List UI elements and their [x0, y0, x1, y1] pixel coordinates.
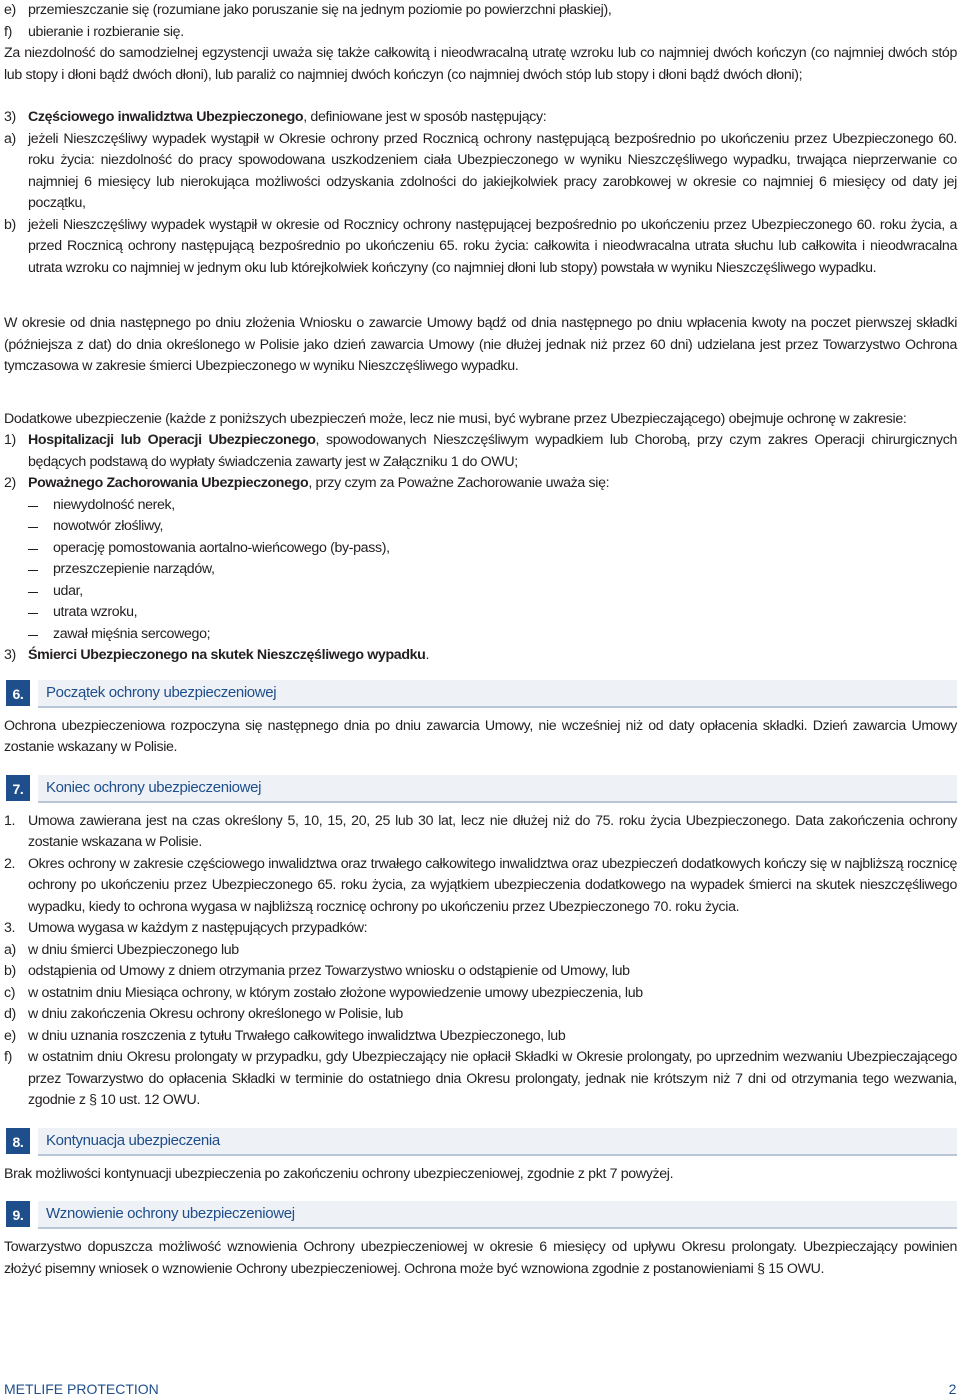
section-6-text: Ochrona ubezpieczeniowa rozpoczyna się następnego dnia po dniu zawarcia Umowy, nie wcześniej niż od daty opłacenia składki. Dzień zawarcia Umowy zostanie wskazany w Polisie.: [4, 717, 957, 755]
disease-item: zawał mięśnia sercowego;: [28, 624, 957, 646]
disease-item: utrata wzroku,: [28, 602, 957, 624]
disease-item: nowotwór złośliwy,: [28, 516, 957, 538]
expiry-case: b) odstąpienia od Umowy z dniem otrzymania przez Towarzystwo wniosku o odstąpienie od Umowy, lub: [4, 963, 630, 979]
expiry-case: c) w ostatnim dniu Miesiąca ochrony, w którym zostało złożone wypowiedzenie umowy ubezpieczenia, lub: [4, 984, 643, 1001]
disease-item: przeszczepienie narządów,: [28, 559, 957, 581]
additional-item-hospitalization: 1) Hospitalizacji lub Operacji Ubezpieczonego, spowodowanych Nieszczęśliwym wypadkiem lub Chorobą, przy czym zakres Operacji chirurgicznych będących podstawą do wypłaty świadczenia zawarty jest w Załączniku 1 do OWU;: [4, 432, 958, 470]
section-number: 6.: [6, 680, 30, 706]
section-6-header: [4, 680, 957, 706]
end-of-cover-item-2: 2. Okres ochrony w zakresie częściowego inwalidztwa oraz trwałego całkowitego inwalidztwa oraz ubezpieczeń dodatkowych kończy się w najbliższą rocznicę ochrony po ukończeniu przez Ubezpieczonego 65. roku życia, za wyjątkiem ubezpieczenia dodatkowego na wypadek śmierci na skutek nieszczęśliwego wypadku, kiedy to ochrona wygasa w najbliższą rocznicę ochrony po ukończeniu przez Ubezpieczonego 70. roku życia.: [4, 855, 957, 915]
document-page: [4, 0, 957, 1280]
expiry-case: f) w ostatnim dniu Okresu prolongaty w przypadku, gdy Ubezpieczający nie opłacił Składki w Okresie prolongaty, po uprzednim wezwaniu Ubezpieczającego przez Towarzystwo do opłacenia Składki w terminie do ostatniego dnia Okresu prolongaty, jednak nie krótszym niż 7 dni od otrzymania tego wezwania, zgodnie z § 10 ust. 12 OWU.: [4, 1049, 957, 1108]
section-9-header: [4, 1201, 957, 1227]
disease-item: operację pomostowania aortalno-wieńcowego (by-pass),: [28, 538, 957, 560]
section-title: Koniec ochrony ubezpieczeniowej: [46, 778, 262, 796]
expiry-case: a) w dniu śmierci Ubezpieczonego lub: [4, 941, 239, 958]
section-8-header: [4, 1128, 957, 1154]
additional-item-accidental-death: 3) Śmierci Ubezpieczonego na skutek Nieszczęśliwego wypadku.: [4, 647, 430, 663]
section-number: 8.: [6, 1128, 30, 1154]
disease-item: udar,: [28, 581, 957, 603]
disease-item: niewydolność nerek,: [28, 495, 957, 517]
end-of-cover-item-3: 3. Umowa wygasa w każdym z następujących przypadków:: [4, 920, 368, 936]
partial-disability-item: 3) Częściowego inwalidztwa Ubezpieczonego, definiowane jest w sposób następujący:: [4, 109, 547, 125]
section-title: Początek ochrony ubezpieczeniowej: [46, 683, 277, 701]
total-disability-paragraph: Za niezdolność do samodzielnej egzystencji uważa się także całkowitą i nieodwracalną utratę wzroku lub co najmniej dwóch kończyn (co najmniej dwóch stóp lub stopy i dłoni bądź dwóch dłoni), lub paraliż co najmniej dwóch kończyn (co najmniej dwóch stóp lub stopy i dłoni bądź dwóch dłoni);: [4, 45, 957, 83]
additional-insurance-intro: Dodatkowe ubezpieczenie (każde z poniższych ubezpieczeń może, lecz nie musi, być wybrane przez Ubezpieczającego) obejmuje ochronę w zakresie:: [4, 410, 907, 427]
expiry-case: e) w dniu uznania roszczenia z tytułu Trwałego całkowitego inwalidztwa Ubezpieczonego, lub: [4, 1027, 566, 1044]
section-7-header: [4, 775, 957, 801]
list-item-f: f) ubieranie i rozbieranie się.: [4, 23, 184, 40]
section-9-text: Towarzystwo dopuszcza możliwość wznowienia Ochrony ubezpieczeniowej w okresie 6 miesięcy od upływu Okresu prolongaty. Ubezpieczający powinien złożyć pisemny wniosek o wznowienie Ochrony ubezpieczeniowej. Ochrona może być wznowiona zgodnie z postanowieniami § 15 OWU.: [4, 1239, 957, 1277]
section-number: 9.: [6, 1201, 30, 1227]
page-footer: [4, 1378, 956, 1398]
section-title: Wznowienie ochrony ubezpieczeniowej: [46, 1205, 295, 1222]
section-8-text: Brak możliwości kontynuacji ubezpieczenia po zakończeniu ochrony ubezpieczeniowej, zgodnie z pkt 7 powyżej.: [4, 1165, 674, 1182]
temporary-cover-paragraph: W okresie od dnia następnego po dniu złożenia Wniosku o zawarcie Umowy bądź od dnia następnego po dniu wpłacenia kwoty na poczet pierwszej składki (późniejsza z dat) do dnia określonego w Polisie jako dzień zawarcia Umowy (nie dłużej jednak niż przez 60 dni) udzielana jest przez Towarzystwo Ochrona tymczasowa w zakresie śmierci Ubezpieczonego w wyniku Nieszczęśliwego wypadku.: [4, 315, 957, 374]
section-number: 7.: [6, 775, 30, 801]
page-number: 2: [948, 1381, 956, 1397]
end-of-cover-item-1: 1. Umowa zawierana jest na czas określony 5, 10, 15, 20, 25 lub 30 lat, lecz nie dłużej niż do 75. roku życia Ubezpieczonego. Data zakończenia ochrony zostanie wskazana w Polisie.: [4, 812, 957, 850]
section-title: Kontynuacja ubezpieczenia: [46, 1131, 220, 1149]
list-item-e: e) przemieszczanie się (rozumiane jako poruszanie się na jednym poziomie po powierzchni płaskiej),: [4, 2, 612, 18]
partial-disability-sub-b: b) jeżeli Nieszczęśliwy wypadek wystąpił w okresie od Rocznicy ochrony następującej bezpośrednio po ukończeniu przez Ubezpieczonego 60. roku życia, a przed Rocznicą ochrony następującą bezpośrednio po ukończeniu 65. roku życia: całkowita i nieodwracalna utrata słuchu lub całkowita i nieodwracalna utrata wzroku co najmniej w jednym oku lub którejkolwiek kończyny (co najmniej dłoni lub stopy) powstała w wyniku Nieszczęśliwego wypadku.: [4, 216, 957, 276]
footer-brand: METLIFE PROTECTION: [4, 1381, 159, 1397]
additional-item-critical-illness: 2) Poważnego Zachorowania Ubezpieczonego, przy czym za Poważne Zachorowanie uważa się:: [4, 475, 610, 491]
partial-disability-sub-a: a) jeżeli Nieszczęśliwy wypadek wystąpił w Okresie ochrony przed Rocznicą ochrony następującą bezpośrednio po ukończeniu przez Ubezpieczonego 60. roku życia: niezdolność do pracy spowodowana uszkodzeniem ciała Ubezpieczonego w wyniku Nieszczęśliwego wypadku, trwająca nieprzerwanie co najmniej 6 miesięcy lub nierokująca możliwości odzyskania zdolności do jakiejkolwiek pracy zarobkowej w okresie co najmniej 6 miesięcy od daty jej początku,: [4, 130, 957, 211]
expiry-case: d) w dniu zakończenia Okresu ochrony określonego w Polisie, lub: [4, 1006, 403, 1022]
